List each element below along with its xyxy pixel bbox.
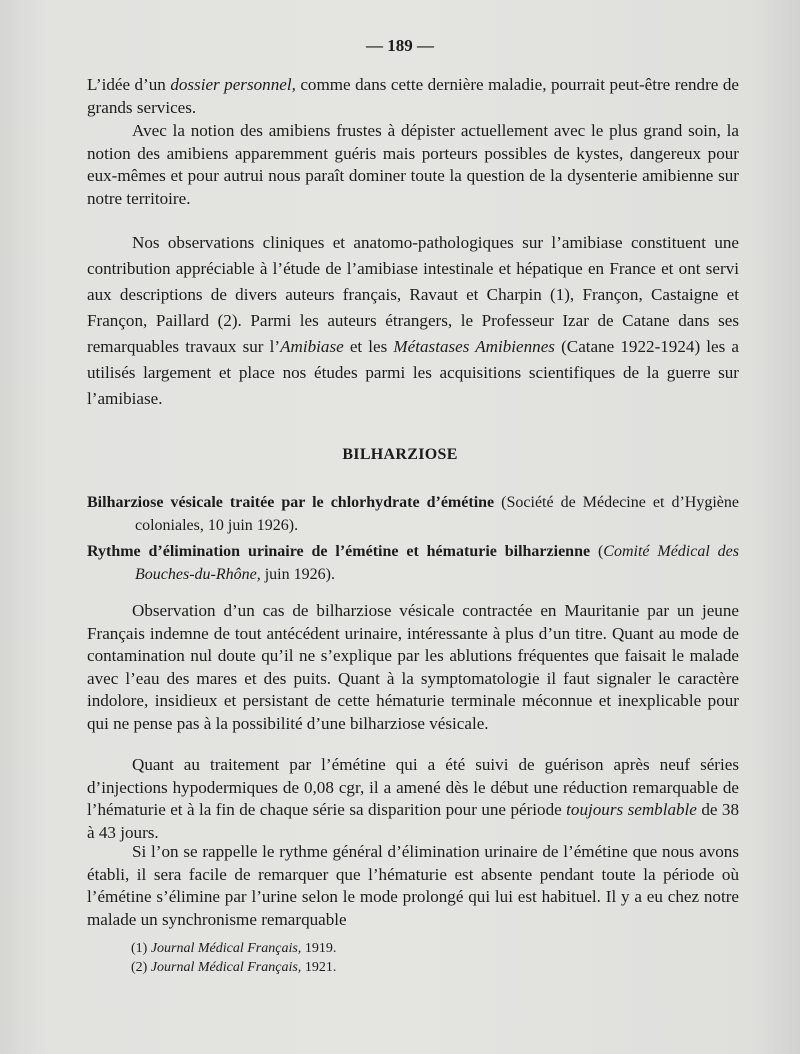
paragraph-1	[87, 74, 739, 119]
ref2-source-italic: Comité Médical des Bouches-du-Rhône,	[135, 543, 739, 583]
page-number: — 189 —	[366, 36, 434, 55]
ref2-source-date: juin 1926).	[260, 566, 335, 583]
para1-text-end: comme dans cette dernière maladie, pourrait peut-être rendre de grands services.	[87, 75, 739, 117]
ref1-source: (Société de Médecine et d’Hygiène coloniales, 10 juin 1926).	[135, 494, 739, 534]
paragraph-5	[87, 754, 739, 844]
footnotes	[87, 940, 739, 977]
footnote-2-year: 1921.	[304, 959, 337, 975]
paragraph-3	[87, 230, 739, 412]
section-heading: BILHARZIOSE	[342, 446, 458, 463]
paragraph-4	[87, 600, 739, 735]
reference-1	[87, 491, 739, 537]
paragraph-6	[87, 841, 739, 931]
para2-text: Avec la notion des amibiens frustes à dépister actuellement avec le plus grand soin, la notion des amibiens apparemment guéris mais porteurs possibles de kystes, dangereux pour eux-mêmes et pour autrui nous paraît dominer toute la question de la dysenterie amibienne sur notre territoire.	[87, 121, 739, 208]
footnote-1-year: 1919.	[304, 941, 337, 956]
footnote-1	[87, 940, 739, 959]
para3-italic-metastases: Métastases Amibiennes	[393, 337, 555, 356]
footnote-1-source: Journal Médical Français,	[150, 941, 302, 956]
para6-text: Si l’on se rappelle le rythme général d’élimination urinaire de l’émétine que nous avons établi, il sera facile de remarquer que l’hématurie est absente pendant toute la période où l’émétine s’élimine par l’urine selon le mode prolongé qui lui est habituel. Il y a eu chez notre malade un synchronisme remarquable	[87, 842, 739, 929]
para5-text-end: de 38 à 43 jours.	[87, 800, 740, 842]
footnote-1-number: (1)	[131, 941, 148, 956]
footnote-2-source: Journal Médical Français,	[150, 959, 302, 975]
para1-italic: dossier personnel,	[170, 75, 296, 94]
para3-text-1: Nos observations cliniques et anatomo-pathologiques sur l’amibiase constituent une contribution appréciable à l’étude de l’amibiase intestinale et hépatique en France et ont servi aux descriptions de divers auteurs français, Ravaut et Charpin (1), Françon, Castaigne et Françon, Paillard (2). Parmi les auteurs étrangers, le Professeur Izar de Catane dans ses remarquables travaux sur l’	[87, 233, 739, 356]
para3-text-3: (Catane 1922-1924) les a utilisés largement et place nos études parmi les acquisitions scientifiques de la guerre sur l’amibiase.	[87, 337, 739, 408]
paragraph-2	[87, 120, 739, 210]
ref2-title: Rythme d’élimination urinaire de l’émétine et hématurie bilharzienne	[87, 543, 591, 560]
reference-2	[87, 540, 739, 586]
ref1-title: Bilharziose vésicale traitée par le chlorhydrate d’émétine	[87, 494, 495, 511]
para3-italic-amibiase: Amibiase	[280, 337, 344, 356]
para5-italic: toujours semblable	[566, 800, 697, 819]
para3-text-2: et les	[343, 337, 394, 356]
ref2-paren: (	[590, 543, 604, 560]
footnote-2-number: (2)	[131, 959, 148, 975]
para5-text-start: Quant au traitement par l’émétine qui a été suivi de guérison après neuf séries d’injections hypodermiques de 0,08 cgr, il a amené dès le début une réduction remarquable de l’hématurie et à la fin de chaque série sa disparition pour une période	[87, 755, 739, 819]
para4-text: Observation d’un cas de bilharziose vésicale contractée en Mauritanie par un jeune Français indemne de tout antécédent urinaire, intéressante à plus d’un titre. Quant au mode de contamination nul doute qu’il ne s’explique par les ablutions fréquentes que faisait le malade avec l’eau des mares et des puits. Quant à la symptomatologie il faut signaler le caractère indolore, insidieux et persistant de cette hématurie terminale méconnue et inexplicable pour qui ne pense pas à la possibilité d’une bilharziose vésicale.	[87, 601, 739, 733]
footnote-2	[87, 959, 739, 978]
para1-text-start: L’idée d’un	[87, 75, 171, 94]
